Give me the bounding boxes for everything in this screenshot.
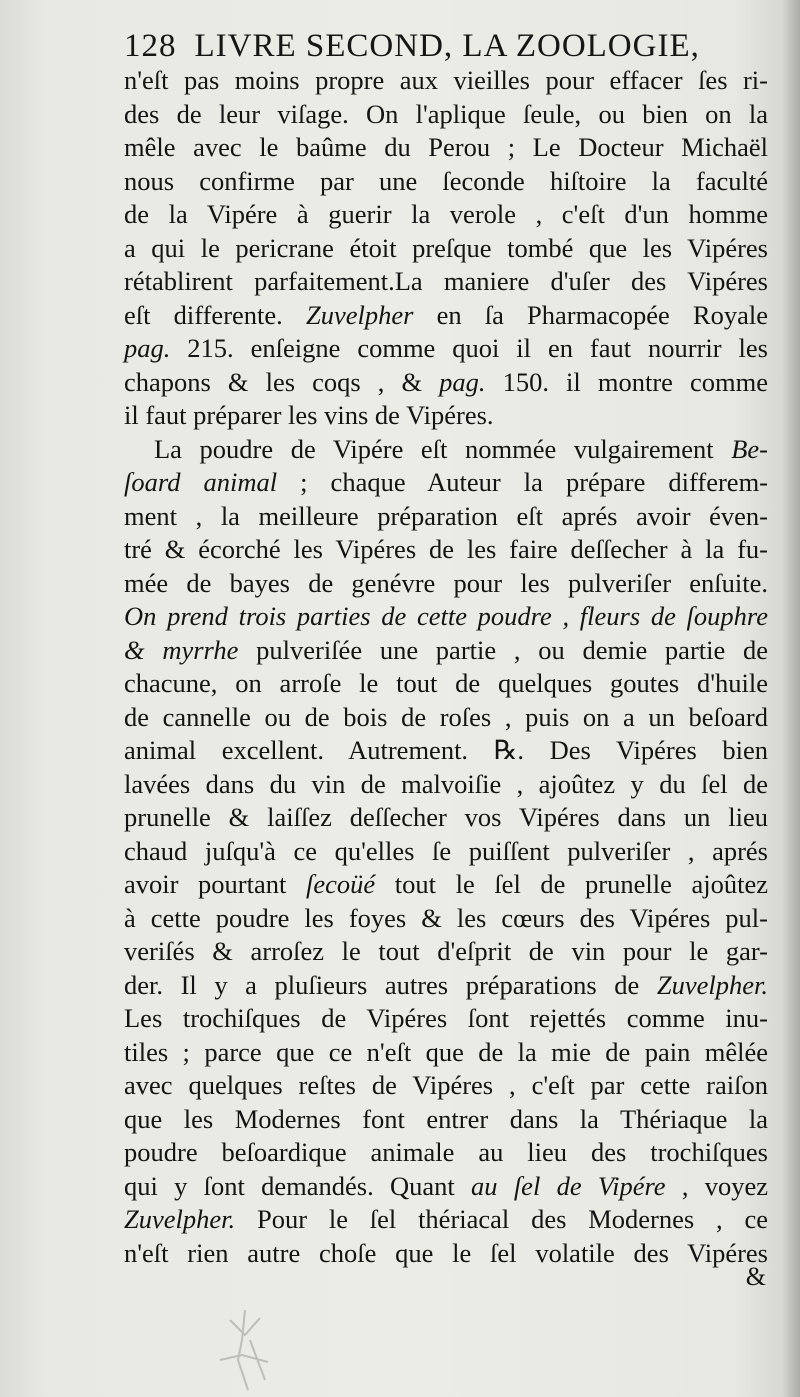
line-text: de cannelle ou de bois de roſes , puis on a un beſoard — [124, 701, 768, 732]
text-line — [124, 98, 768, 132]
line-text: veriſés & arroſez le tout d'eſprit de vin pour le gar- — [124, 936, 768, 966]
text-line — [124, 366, 768, 400]
text-line — [124, 198, 768, 232]
text-line — [124, 701, 768, 735]
line-text: 150. il montre comme — [485, 366, 768, 397]
text-line — [124, 533, 768, 567]
line-text: avec quelques reſtes de Vipéres , c'eſt par cette raiſon — [124, 1070, 768, 1100]
line-text: rétablirent parfaitement.La maniere d'uſer des Vipéres — [124, 266, 768, 296]
line-text: nous confirme par une ſeconde hiſtoire la faculté — [124, 165, 768, 196]
text-line — [124, 466, 768, 500]
text-line — [124, 1170, 768, 1204]
text-line — [124, 935, 768, 969]
text-line — [124, 667, 768, 701]
line-text: der. Il y a pluſieurs autres préparations de — [124, 969, 657, 1000]
line-text: avoir pourtant — [124, 869, 306, 899]
line-text: La poudre de Vipére eſt nommée vulgairement — [154, 433, 732, 464]
text-line — [124, 299, 768, 333]
text-line — [124, 399, 768, 433]
text-line — [124, 131, 768, 165]
italic-text: pag. — [439, 366, 486, 397]
italic-text: Zuvelpher. — [656, 969, 768, 1000]
line-text: chapons & les coqs , & — [124, 366, 440, 397]
line-text: Les trochiſques de Vipéres ſont rejettés comme inu- — [124, 1003, 768, 1033]
text-line — [124, 1237, 768, 1271]
italic-text: Zuvelpher — [305, 299, 414, 330]
italic-text: & myrrhe — [124, 634, 239, 665]
text-line — [124, 500, 768, 534]
line-text: lavées dans du vin de malvoiſie , ajoûtez y du ſel de — [124, 768, 768, 799]
text-line — [124, 433, 768, 467]
text-line — [124, 165, 768, 199]
text-line — [124, 734, 768, 768]
line-text: il faut préparer les vins de Vipéres. — [124, 400, 494, 430]
text-line — [124, 1203, 768, 1237]
line-text: mêle avec le baûme du Perou ; Le Docteur Michaël — [124, 132, 768, 162]
body-text — [124, 64, 768, 1270]
line-text: prunelle & laiſſez deſſecher vos Vipéres dans un lieu — [124, 802, 768, 832]
line-text: qui y ſont demandés. Quant — [124, 1170, 472, 1201]
italic-text: On prend trois parties de cette poudre , fleurs de ſouphre — [124, 601, 768, 631]
text-line — [124, 567, 768, 601]
line-text: ; chaque Auteur la prépare differem- — [277, 467, 769, 497]
line-text: tiles ; parce que ce n'eſt que de la mie de pain mêlée — [124, 1036, 768, 1067]
line-text: des de leur viſage. On l'aplique ſeule, ou bien on la — [124, 98, 768, 129]
italic-text: au ſel de Vipére — [471, 1170, 666, 1201]
line-text: a qui le pericrane étoit preſque tombé que les Vipéres — [124, 232, 768, 263]
line-text: Pour le ſel thériacal des Modernes , ce — [235, 1204, 768, 1234]
text-line — [124, 1136, 768, 1170]
page-number: 128 — [124, 28, 177, 64]
running-title: LIVRE SECOND, LA ZOOLOGIE, — [194, 28, 700, 64]
text-line — [124, 801, 768, 835]
text-line — [124, 634, 768, 668]
line-text: que les Modernes font entrer dans la Thériaque la — [124, 1103, 768, 1134]
line-text: tout le ſel de prunelle ajoûtez — [375, 869, 768, 899]
text-line — [124, 969, 768, 1003]
line-text: ment , la meilleure préparation eſt aprés avoir éven- — [124, 500, 768, 531]
line-text: de la Vipére à guerir la verole , c'eſt d'un homme — [124, 199, 768, 229]
text-line — [124, 332, 768, 366]
text-line — [124, 1103, 768, 1137]
italic-text: Zuvelpher. — [124, 1204, 236, 1234]
text-line — [124, 232, 768, 266]
text-line — [124, 835, 768, 869]
line-text: mée de bayes de genévre pour les pulveriſer enſuite. — [124, 567, 768, 598]
text-line — [124, 868, 768, 902]
line-text: en ſa Pharmacopée Royale — [413, 299, 768, 330]
italic-text: pag. — [124, 333, 171, 363]
bleed-through-ornament — [190, 1300, 300, 1397]
running-header — [124, 28, 764, 65]
line-text: chaud juſqu'à ce qu'elles ſe puiſſent pulveriſer , aprés — [124, 835, 768, 866]
line-text: poudre beſoardique animale au lieu des trochiſques — [124, 1137, 768, 1167]
text-line — [124, 265, 768, 299]
line-text: animal excellent. Autrement. ℞. Des Vipéres bien — [124, 735, 768, 765]
line-text: tré & écorché les Vipéres de les faire deſſecher à la fu- — [124, 534, 768, 564]
page-edge-shadow — [782, 0, 800, 1397]
catchword: & — [745, 1262, 766, 1291]
text-line — [124, 902, 768, 936]
text-line — [124, 1069, 768, 1103]
line-text: n'eſt pas moins propre aux vieilles pour effacer ſes ri- — [124, 65, 768, 95]
text-line — [124, 600, 768, 634]
text-line — [124, 1002, 768, 1036]
line-text: , voyez — [665, 1170, 769, 1201]
line-text: 215. enſeigne comme quoi il en faut nourrir les — [170, 333, 768, 363]
line-text: chacune, on arroſe le tout de quelques goutes d'huile — [124, 668, 768, 698]
italic-text: Be- — [731, 433, 768, 464]
line-text: eſt differente. — [124, 299, 306, 330]
line-text: à cette poudre les foyes & les cœurs des Vipéres pul- — [124, 902, 768, 933]
text-line — [124, 1036, 768, 1070]
italic-text: ſoard animal — [124, 467, 278, 497]
line-text: n'eſt rien autre choſe que le ſel volatile des Vipéres — [124, 1237, 768, 1268]
line-text: pulveriſée une partie , ou demie partie de — [238, 634, 768, 665]
text-line — [124, 768, 768, 802]
text-line — [124, 64, 768, 98]
italic-text: ſecoüé — [305, 869, 376, 899]
